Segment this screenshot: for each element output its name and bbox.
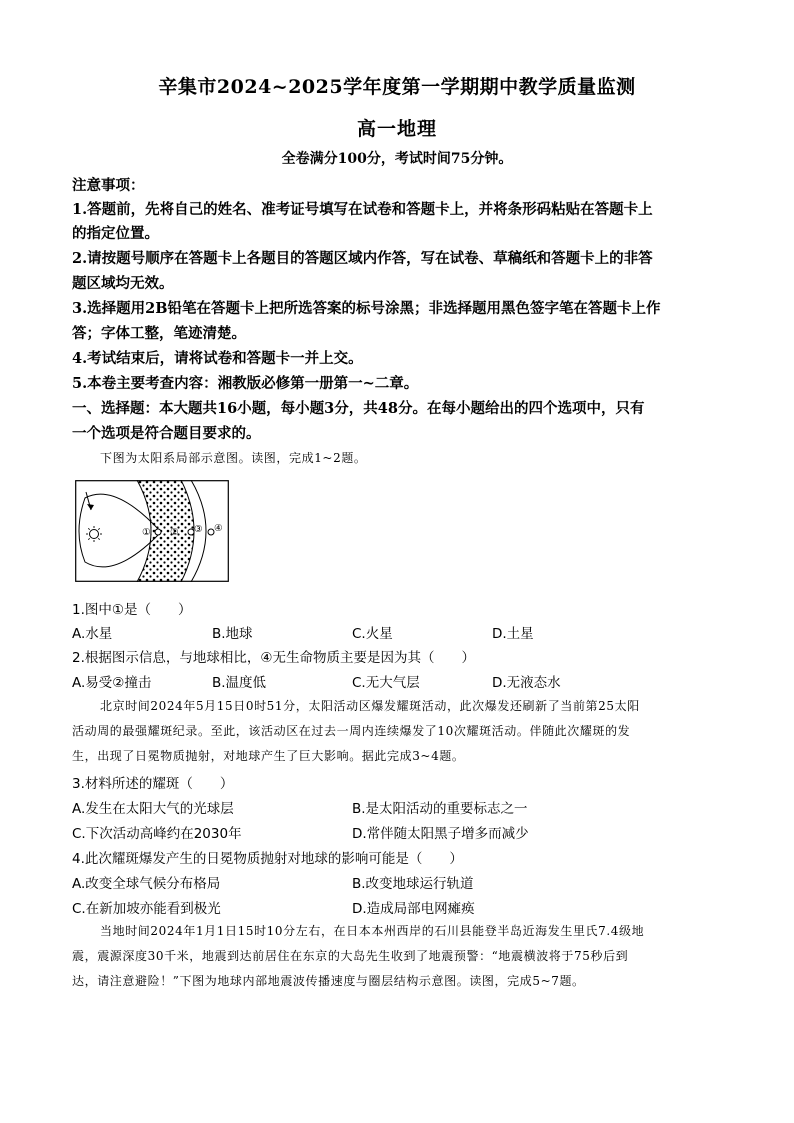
material-paragraph: 达，请注意避险！”下图为地球内部地震波传播速度与圈层结构示意图。读图，完成5~7题。 [72, 974, 585, 988]
sun-icon [86, 526, 102, 542]
material-paragraph: 活动周的最强耀斑纪录。至此，该活动区在过去一周内连续爆发了10次耀斑活动。伴随此次耀斑的发 [72, 724, 631, 738]
material-paragraph: 北京时间2024年5月15日0时51分，太阳活动区爆发耀斑活动，此次爆发还刷新了当前第25太阳 [100, 699, 640, 713]
option-d[interactable]: D.造成局部电网瘫痪 [352, 901, 475, 917]
option-c[interactable]: C.在新加坡亦能看到极光 [72, 901, 221, 917]
note-line: 5.本卷主要考查内容：湘教版必修第一册第一~二章。 [72, 375, 419, 392]
note-line: 2.请按题号顺序在答题卡上各题目的答题区域内作答，写在试卷、草稿纸和答题卡上的非答 [72, 250, 653, 267]
label-planet-4: ④ [214, 523, 223, 534]
option-c[interactable]: C.火星 [352, 626, 393, 642]
option-a[interactable]: A.改变全球气候分布格局 [72, 876, 221, 892]
subject-title: 高一地理 [356, 118, 437, 140]
label-planet-3: ③ [194, 524, 203, 535]
note-line: 题区域均无效。 [72, 275, 174, 292]
material-paragraph: 震，震源深度30千米，地震到达前居住在东京的大岛先生收到了地震预警：“地震横波将于75秒后到 [72, 949, 629, 963]
question-1-stem: 1.图中①是（ ） [72, 602, 192, 618]
material-intro: 下图为太阳系局部示意图。读图，完成1~2题。 [100, 451, 367, 465]
question-2-stem: 2.根据图示信息，与地球相比，④无生命物质主要是因为其（ ） [72, 650, 475, 666]
score-time-note: 全卷满分100分，考试时间75分钟。 [281, 151, 513, 167]
label-asteroid-2: ② [170, 527, 179, 538]
solar-system-diagram [75, 480, 229, 582]
option-b[interactable]: B.温度低 [212, 675, 267, 691]
note-line: 4.考试结束后，请将试卷和答题卡一并上交。 [72, 350, 363, 367]
option-a[interactable]: A.发生在太阳大气的光球层 [72, 801, 234, 817]
notes-heading: 注意事项： [72, 177, 145, 194]
section-heading-cont: 一个选项是符合题目要求的。 [72, 425, 261, 442]
question-4-stem: 4.此次耀斑爆发产生的日冕物质抛射对地球的影响可能是（ ） [72, 851, 463, 867]
label-planet-1: ① [142, 527, 151, 538]
note-line: 3.选择题用2B铅笔在答题卡上把所选答案的标号涂黑；非选择题用黑色签字笔在答题卡上作 [72, 300, 661, 317]
section-heading: 一、选择题：本大题共16小题，每小题3分，共48分。在每小题给出的四个选项中，只有 [72, 400, 645, 417]
option-d[interactable]: D.土星 [492, 626, 534, 642]
option-c[interactable]: C.下次活动高峰约在2030年 [72, 826, 242, 842]
note-line: 答；字体工整，笔迹清楚。 [72, 325, 246, 342]
note-line: 1.答题前，先将自己的姓名、准考证号填写在试卷和答题卡上，并将条形码粘贴在答题卡上 [72, 201, 653, 218]
option-b[interactable]: B.改变地球运行轨道 [352, 876, 474, 892]
option-c[interactable]: C.无大气层 [352, 675, 420, 691]
option-a[interactable]: A.易受②撞击 [72, 675, 152, 691]
material-paragraph: 当地时间2024年1月1日15时10分左右，在日本本州西岸的石川县能登半岛近海发生里氏7.4级地 [100, 924, 645, 938]
option-b[interactable]: B.是太阳活动的重要标志之一 [352, 801, 528, 817]
material-paragraph: 生，出现了日冕物质抛射，对地球产生了巨大影响。据此完成3~4题。 [72, 749, 465, 763]
question-3-stem: 3.材料所述的耀斑（ ） [72, 776, 234, 792]
option-d[interactable]: D.常伴随太阳黑子增多而减少 [352, 826, 529, 842]
option-a[interactable]: A.水星 [72, 626, 113, 642]
note-line: 的指定位置。 [72, 225, 159, 242]
option-b[interactable]: B.地球 [212, 626, 253, 642]
exam-title: 辛集市2024~2025学年度第一学期期中教学质量监测 [158, 76, 636, 98]
option-d[interactable]: D.无液态水 [492, 675, 561, 691]
planet-1 [155, 529, 161, 535]
